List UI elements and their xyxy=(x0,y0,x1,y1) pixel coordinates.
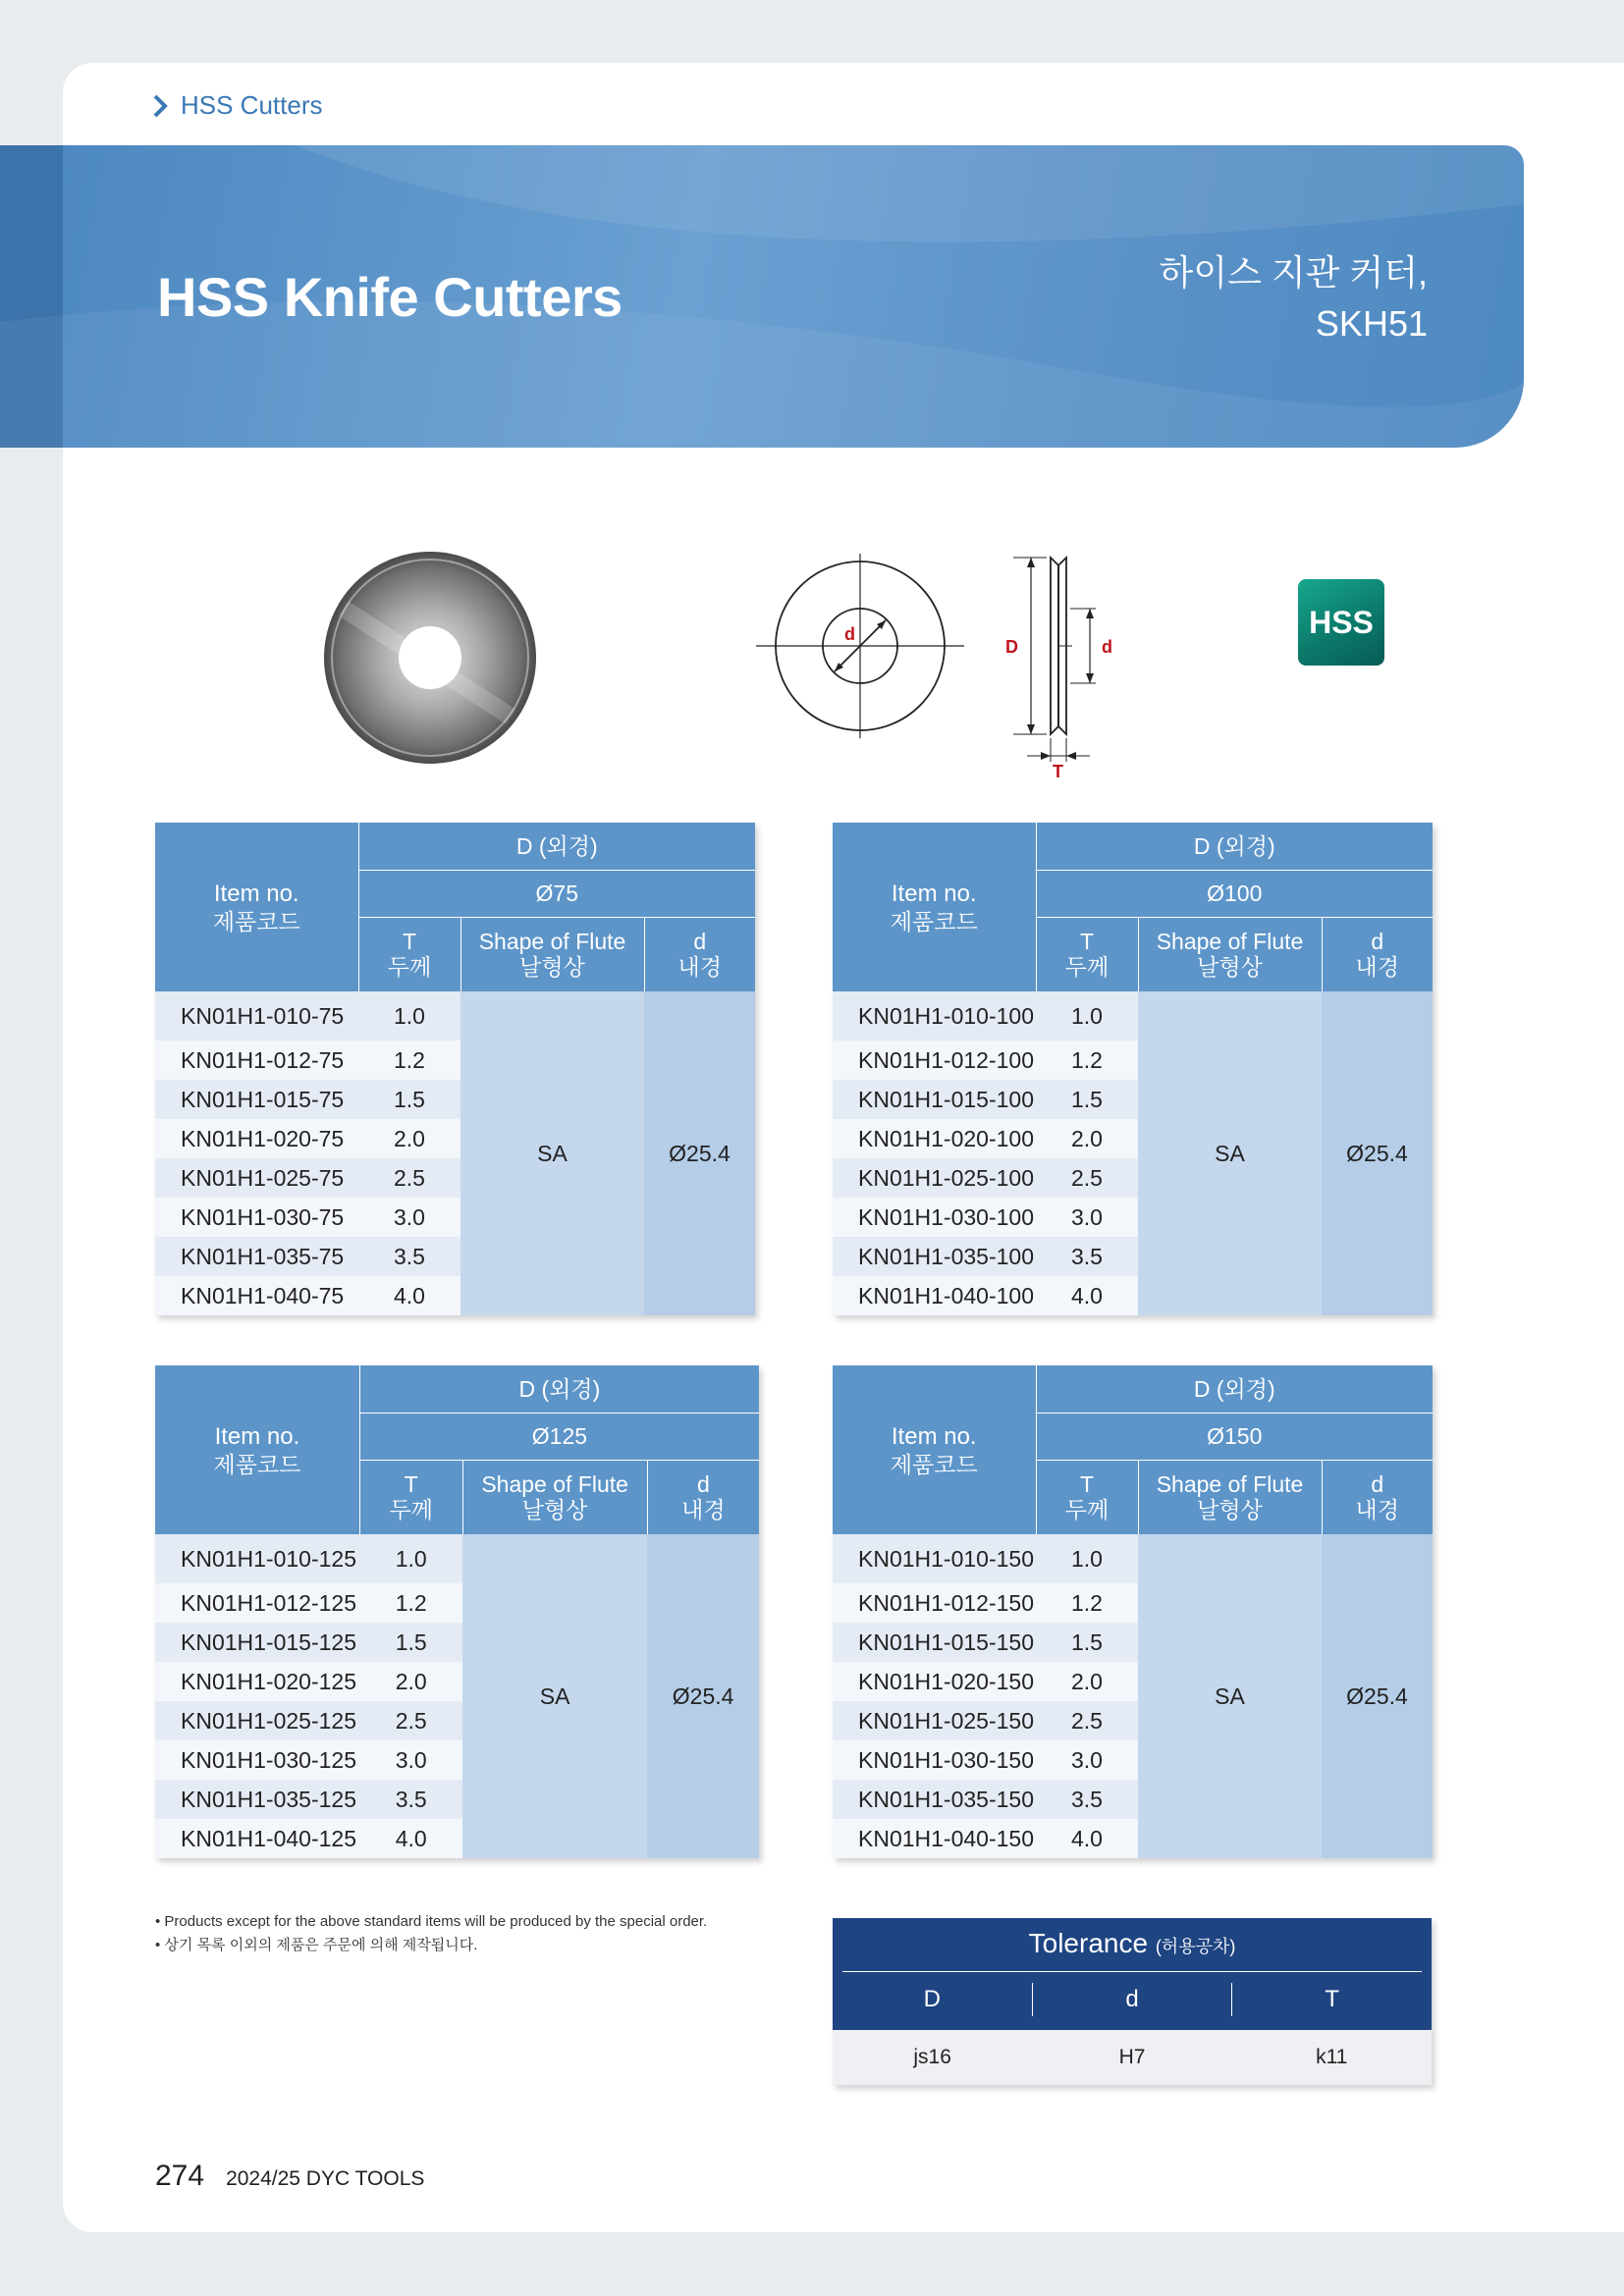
item-code: KN01H1-012-75 xyxy=(155,1041,358,1080)
thickness-value: 1.5 xyxy=(358,1080,460,1119)
thickness-value: 2.5 xyxy=(1036,1158,1138,1198)
flute-header xyxy=(462,1460,647,1534)
item-code: KN01H1-030-125 xyxy=(155,1740,359,1780)
note-line-en: • Products except for the above standard items will be produced by the special order. xyxy=(155,1913,708,1930)
thickness-header xyxy=(359,1460,462,1534)
tolerance-divider xyxy=(842,1971,1422,1972)
tolerance-value-D: js16 xyxy=(913,2046,951,2068)
item-code: KN01H1-020-150 xyxy=(833,1662,1036,1701)
bore-header xyxy=(1322,917,1433,991)
item-code: KN01H1-010-75 xyxy=(155,991,358,1041)
outer-diameter-header: D (외경) xyxy=(359,1365,759,1413)
subtitle-line-2: SKH51 xyxy=(1315,303,1428,344)
item-code: KN01H1-020-125 xyxy=(155,1662,359,1701)
thickness-value: 1.0 xyxy=(358,991,460,1041)
thickness-value: 3.0 xyxy=(359,1740,462,1780)
tolerance-col-D: D xyxy=(923,1986,941,2012)
flute-shape-value: SA xyxy=(460,991,644,1315)
thickness-value: 3.0 xyxy=(1036,1740,1138,1780)
thickness-value: 2.0 xyxy=(1036,1662,1138,1701)
page-title: HSS Knife Cutters xyxy=(157,266,623,328)
tolerance-col-d: d xyxy=(1032,1983,1232,2016)
item-code: KN01H1-010-150 xyxy=(833,1534,1036,1583)
thickness-value: 1.2 xyxy=(358,1041,460,1080)
item-no-header xyxy=(155,1365,359,1534)
bore-value: Ø25.4 xyxy=(644,991,755,1315)
bore-header xyxy=(647,1460,759,1534)
item-code: KN01H1-035-125 xyxy=(155,1780,359,1819)
item-code: KN01H1-040-100 xyxy=(833,1276,1036,1315)
item-code: KN01H1-040-125 xyxy=(155,1819,359,1858)
thickness-label: T xyxy=(404,1471,418,1498)
page-number: 274 xyxy=(155,2160,205,2192)
item-code: KN01H1-025-125 xyxy=(155,1701,359,1740)
thickness-ko-label: 두께 xyxy=(387,954,432,981)
thickness-value: 2.0 xyxy=(1036,1119,1138,1158)
outer-diameter-header: D (외경) xyxy=(1036,1365,1433,1413)
outer-diameter-header: D (외경) xyxy=(358,823,755,870)
thickness-value: 3.0 xyxy=(358,1198,460,1237)
thickness-value: 4.0 xyxy=(1036,1276,1138,1315)
item-no-label: Item no. xyxy=(214,1423,300,1450)
flute-header xyxy=(460,917,644,991)
bore-label: d xyxy=(1371,929,1384,955)
hss-badge: HSS xyxy=(1298,579,1384,666)
item-no-label: Item no. xyxy=(213,881,299,907)
item-no-label: Item no. xyxy=(891,881,977,907)
thickness-value: 3.5 xyxy=(358,1237,460,1276)
thickness-value: 1.0 xyxy=(1036,1534,1138,1583)
thickness-value: 4.0 xyxy=(358,1276,460,1315)
item-code: KN01H1-012-150 xyxy=(833,1583,1036,1623)
item-code: KN01H1-030-100 xyxy=(833,1198,1036,1237)
item-no-label: Item no. xyxy=(891,1423,977,1450)
thickness-value: 4.0 xyxy=(359,1819,462,1858)
table-row xyxy=(833,991,1433,1041)
flute-shape-value: SA xyxy=(1138,991,1322,1315)
thickness-value: 3.5 xyxy=(1036,1237,1138,1276)
item-no-header xyxy=(833,823,1036,991)
item-code: KN01H1-020-75 xyxy=(155,1119,358,1158)
diameter-value: Ø100 xyxy=(1036,870,1433,917)
flute-label: Shape of Flute xyxy=(1156,1471,1304,1498)
bore-value: Ø25.4 xyxy=(1322,1534,1433,1858)
thickness-value: 4.0 xyxy=(1036,1819,1138,1858)
thickness-header xyxy=(358,917,460,991)
bore-ko-label: 내경 xyxy=(1355,954,1399,981)
table-row xyxy=(155,991,755,1041)
thickness-header xyxy=(1036,1460,1138,1534)
flute-header xyxy=(1138,917,1322,991)
flute-label: Shape of Flute xyxy=(481,1471,628,1498)
diameter-value: Ø150 xyxy=(1036,1413,1433,1460)
item-code: KN01H1-010-100 xyxy=(833,991,1036,1041)
thickness-value: 1.5 xyxy=(1036,1623,1138,1662)
item-code: KN01H1-015-75 xyxy=(155,1080,358,1119)
footer-text: 2024/25 DYC TOOLS xyxy=(226,2167,425,2190)
item-code: KN01H1-035-75 xyxy=(155,1237,358,1276)
spec-table-4 xyxy=(833,1365,1433,1858)
thickness-header xyxy=(1036,917,1138,991)
bore-value: Ø25.4 xyxy=(647,1534,759,1858)
thickness-value: 1.0 xyxy=(359,1534,462,1583)
chevron-right-icon xyxy=(153,94,169,118)
item-code: KN01H1-010-125 xyxy=(155,1534,359,1583)
item-code: KN01H1-015-100 xyxy=(833,1080,1036,1119)
spec-table-1 xyxy=(155,823,755,1315)
flute-ko-label: 날형상 xyxy=(519,954,585,981)
tolerance-header xyxy=(833,1918,1432,2030)
flute-label: Shape of Flute xyxy=(1156,929,1304,955)
table-row xyxy=(833,1534,1433,1583)
thickness-value: 2.5 xyxy=(358,1158,460,1198)
thickness-label: T xyxy=(402,929,417,955)
thickness-label: T xyxy=(1079,1471,1095,1498)
bore-header xyxy=(1322,1460,1433,1534)
item-code: KN01H1-015-125 xyxy=(155,1623,359,1662)
thickness-value: 3.5 xyxy=(1036,1780,1138,1819)
thickness-value: 1.2 xyxy=(359,1583,462,1623)
breadcrumb[interactable] xyxy=(153,90,323,121)
subtitle-line-1: 하이스 지관 커터, xyxy=(1159,252,1428,293)
thickness-value: 3.0 xyxy=(1036,1198,1138,1237)
thickness-value: 1.2 xyxy=(1036,1041,1138,1080)
item-code: KN01H1-025-100 xyxy=(833,1158,1036,1198)
page-subtitle xyxy=(1160,247,1428,349)
tolerance-columns xyxy=(833,1983,1432,2016)
thickness-value: 2.0 xyxy=(359,1662,462,1701)
bore-ko-label: 내경 xyxy=(677,954,722,981)
flute-label: Shape of Flute xyxy=(478,929,626,955)
thickness-value: 1.5 xyxy=(1036,1080,1138,1119)
thickness-value: 1.2 xyxy=(1036,1583,1138,1623)
thickness-ko-label: 두께 xyxy=(389,1497,433,1523)
table-row xyxy=(155,1534,759,1583)
note-line-ko: • 상기 목록 이외의 제품은 주문에 의해 제작됩니다. xyxy=(155,1937,478,1953)
spec-table-2 xyxy=(833,823,1433,1315)
bore-dim-label: d xyxy=(844,624,855,644)
item-code: KN01H1-040-75 xyxy=(155,1276,358,1315)
item-code: KN01H1-020-100 xyxy=(833,1119,1036,1158)
item-no-ko-label: 제품코드 xyxy=(212,909,300,934)
item-code: KN01H1-035-100 xyxy=(833,1237,1036,1276)
tolerance-values xyxy=(833,2030,1432,2085)
item-code: KN01H1-015-150 xyxy=(833,1623,1036,1662)
thickness-value: 1.0 xyxy=(1036,991,1138,1041)
bore-label: d xyxy=(693,929,707,955)
bore-header xyxy=(644,917,755,991)
thickness-value: 2.0 xyxy=(358,1119,460,1158)
outer-dim-label: D xyxy=(1005,637,1018,657)
bore-label: d xyxy=(696,1471,710,1498)
thickness-value: 3.5 xyxy=(359,1780,462,1819)
item-code: KN01H1-030-75 xyxy=(155,1198,358,1237)
outer-diameter-header: D (외경) xyxy=(1036,823,1433,870)
flute-ko-label: 날형상 xyxy=(1197,1497,1263,1523)
bore-value: Ø25.4 xyxy=(1322,991,1433,1315)
thickness-value: 2.5 xyxy=(1036,1701,1138,1740)
item-code: KN01H1-035-150 xyxy=(833,1780,1036,1819)
cutter-photo xyxy=(314,550,550,766)
bore-ko-label: 내경 xyxy=(1355,1497,1399,1523)
item-code: KN01H1-040-150 xyxy=(833,1819,1036,1858)
bore-ko-label: 내경 xyxy=(681,1497,726,1523)
bore-side-label: d xyxy=(1102,637,1112,657)
flute-ko-label: 날형상 xyxy=(1197,954,1263,981)
notes xyxy=(155,1910,707,1957)
thickness-value: 2.5 xyxy=(359,1701,462,1740)
tolerance-value-T: k11 xyxy=(1316,2046,1348,2068)
bore-label: d xyxy=(1371,1471,1384,1498)
spec-table-3 xyxy=(155,1365,759,1858)
flute-shape-value: SA xyxy=(462,1534,647,1858)
thickness-dim-label: T xyxy=(1053,762,1063,781)
tolerance-value-d: H7 xyxy=(1118,2046,1146,2068)
item-no-ko-label: 제품코드 xyxy=(890,909,978,934)
breadcrumb-label: HSS Cutters xyxy=(181,90,323,120)
item-no-header xyxy=(833,1365,1036,1534)
flute-ko-label: 날형상 xyxy=(521,1497,588,1523)
flute-shape-value: SA xyxy=(1138,1534,1322,1858)
item-code: KN01H1-030-150 xyxy=(833,1740,1036,1780)
item-no-ko-label: 제품코드 xyxy=(213,1452,301,1477)
thickness-label: T xyxy=(1079,929,1095,955)
thickness-ko-label: 두께 xyxy=(1064,1497,1110,1523)
tolerance-title-ko: (허용공차) xyxy=(1155,1937,1236,1956)
item-code: KN01H1-025-150 xyxy=(833,1701,1036,1740)
item-code: KN01H1-012-125 xyxy=(155,1583,359,1623)
page-footer xyxy=(155,2160,424,2193)
tolerance-table xyxy=(833,1918,1432,2085)
tolerance-title-en: Tolerance xyxy=(1028,1928,1149,1958)
dimension-diagram xyxy=(746,550,1129,785)
item-code: KN01H1-025-75 xyxy=(155,1158,358,1198)
thickness-value: 1.5 xyxy=(359,1623,462,1662)
diameter-value: Ø125 xyxy=(359,1413,759,1460)
flute-header xyxy=(1138,1460,1322,1534)
item-no-ko-label: 제품코드 xyxy=(890,1452,978,1477)
item-no-header xyxy=(155,823,358,991)
thickness-ko-label: 두께 xyxy=(1064,954,1110,981)
tolerance-title xyxy=(833,1928,1432,1959)
tolerance-col-T: T xyxy=(1231,1983,1432,2016)
diameter-value: Ø75 xyxy=(358,870,755,917)
item-code: KN01H1-012-100 xyxy=(833,1041,1036,1080)
